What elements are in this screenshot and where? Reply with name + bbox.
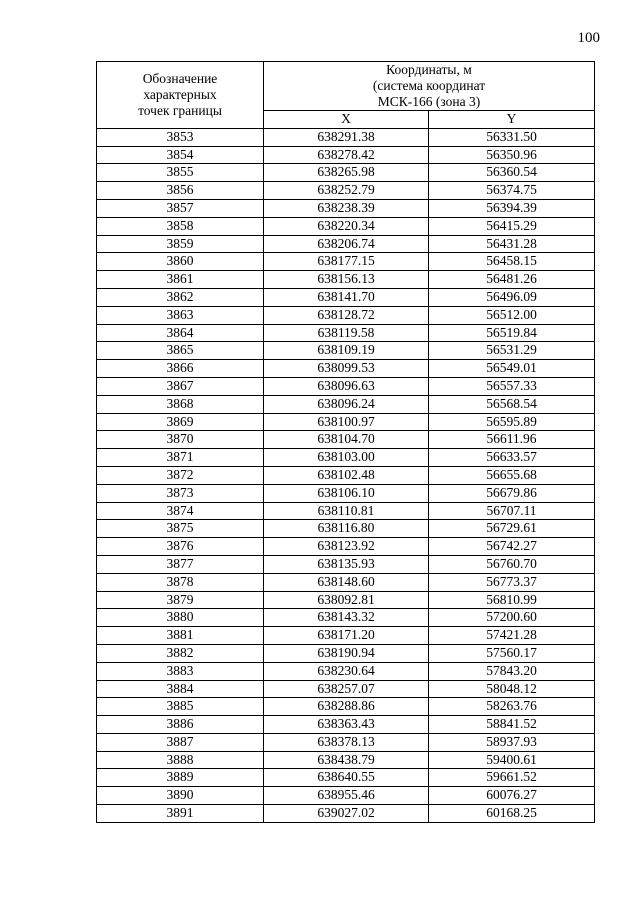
table-row [97,449,595,467]
table-row [97,733,595,751]
point-id-cell: 3889 [97,769,264,787]
table-row [97,680,595,698]
header-coords-line: Координаты, м [386,62,472,77]
point-id-cell: 3874 [97,502,264,520]
y-cell: 56496.09 [429,288,595,306]
y-cell: 56549.01 [429,360,595,378]
x-cell: 638141.70 [264,288,429,306]
point-id-cell: 3877 [97,555,264,573]
y-cell: 60168.25 [429,805,595,823]
x-cell: 638156.13 [264,271,429,289]
x-cell: 638288.86 [264,698,429,716]
point-id-cell: 3881 [97,627,264,645]
table-row [97,805,595,823]
point-id-cell: 3888 [97,751,264,769]
x-cell: 638177.15 [264,253,429,271]
point-id-cell: 3880 [97,609,264,627]
point-id-cell: 3875 [97,520,264,538]
table-row [97,644,595,662]
table-row [97,342,595,360]
table-row [97,377,595,395]
point-id-cell: 3860 [97,253,264,271]
y-cell: 56360.54 [429,164,595,182]
table-row [97,431,595,449]
point-id-cell: 3861 [97,271,264,289]
table-row [97,484,595,502]
table-row [97,235,595,253]
point-id-cell: 3862 [97,288,264,306]
y-column-header: Y [429,111,595,129]
y-cell: 60076.27 [429,787,595,805]
x-cell: 638252.79 [264,182,429,200]
table-row [97,199,595,217]
table-row [97,520,595,538]
point-id-cell: 3882 [97,644,264,662]
x-cell: 638109.19 [264,342,429,360]
y-cell: 56331.50 [429,128,595,146]
y-cell: 56760.70 [429,555,595,573]
y-cell: 56568.54 [429,395,595,413]
table-row [97,164,595,182]
page-number: 100 [577,30,600,46]
table-row [97,324,595,342]
table-header-row [97,62,595,111]
y-cell: 56707.11 [429,502,595,520]
table-row [97,306,595,324]
table-row [97,395,595,413]
x-cell: 638190.94 [264,644,429,662]
header-label-line: точек границы [138,102,222,118]
y-cell: 56742.27 [429,538,595,556]
x-cell: 638171.20 [264,627,429,645]
table-row [97,217,595,235]
table-row [97,751,595,769]
y-cell: 56557.33 [429,377,595,395]
x-cell: 638265.98 [264,164,429,182]
table-row [97,182,595,200]
y-cell: 56512.00 [429,306,595,324]
table-row [97,609,595,627]
y-cell: 56458.15 [429,253,595,271]
y-cell: 56611.96 [429,431,595,449]
table-row [97,787,595,805]
table-row [97,662,595,680]
x-cell: 638128.72 [264,306,429,324]
x-cell: 638100.97 [264,413,429,431]
point-id-cell: 3872 [97,466,264,484]
table-row [97,413,595,431]
point-id-cell: 3869 [97,413,264,431]
point-id-cell: 3891 [97,805,264,823]
y-cell: 56531.29 [429,342,595,360]
y-cell: 56729.61 [429,520,595,538]
point-id-cell: 3870 [97,431,264,449]
point-id-cell: 3853 [97,128,264,146]
point-id-cell: 3859 [97,235,264,253]
header-label-line: характерных [143,86,217,102]
x-cell: 638096.24 [264,395,429,413]
y-cell: 56633.57 [429,449,595,467]
point-id-cell: 3868 [97,395,264,413]
y-cell: 57560.17 [429,644,595,662]
table-row [97,466,595,484]
point-id-cell: 3855 [97,164,264,182]
y-cell: 56394.39 [429,199,595,217]
y-cell: 59400.61 [429,751,595,769]
table-row [97,288,595,306]
x-cell: 638143.32 [264,609,429,627]
point-id-cell: 3873 [97,484,264,502]
table-row [97,253,595,271]
x-cell: 638363.43 [264,716,429,734]
table-row [97,538,595,556]
y-cell: 56655.68 [429,466,595,484]
x-cell: 638096.63 [264,377,429,395]
y-cell: 56481.26 [429,271,595,289]
y-cell: 56773.37 [429,573,595,591]
table-row [97,502,595,520]
y-cell: 56350.96 [429,146,595,164]
y-cell: 56415.29 [429,217,595,235]
point-id-cell: 3890 [97,787,264,805]
table-row [97,360,595,378]
y-cell: 56431.28 [429,235,595,253]
x-cell: 638230.64 [264,662,429,680]
coordinates-header [264,62,595,111]
table-row [97,591,595,609]
y-cell: 56595.89 [429,413,595,431]
x-cell: 638103.00 [264,449,429,467]
y-cell: 58048.12 [429,680,595,698]
point-id-cell: 3884 [97,680,264,698]
point-id-cell: 3885 [97,698,264,716]
y-cell: 56810.99 [429,591,595,609]
y-cell: 56519.84 [429,324,595,342]
header-coords-line: (система координат [372,78,486,93]
x-cell: 638291.38 [264,128,429,146]
y-cell: 58841.52 [429,716,595,734]
point-id-cell: 3856 [97,182,264,200]
point-id-cell: 3864 [97,324,264,342]
table-row [97,698,595,716]
header-label-line: Обозначение [142,70,218,86]
point-id-cell: 3854 [97,146,264,164]
x-cell: 638206.74 [264,235,429,253]
x-cell: 638438.79 [264,751,429,769]
header-coords-line: МСК-166 (зона 3) [377,94,481,109]
table-row [97,146,595,164]
y-cell: 57200.60 [429,609,595,627]
point-id-cell: 3865 [97,342,264,360]
x-cell: 638116.80 [264,520,429,538]
table-row [97,769,595,787]
point-id-cell: 3858 [97,217,264,235]
x-cell: 638099.53 [264,360,429,378]
point-id-cell: 3878 [97,573,264,591]
x-cell: 638110.81 [264,502,429,520]
point-id-cell: 3876 [97,538,264,556]
point-id-cell: 3863 [97,306,264,324]
table-body [97,128,595,822]
x-cell: 638378.13 [264,733,429,751]
table-row [97,716,595,734]
x-cell: 638238.39 [264,199,429,217]
table-row [97,128,595,146]
table-row [97,555,595,573]
y-cell: 58937.93 [429,733,595,751]
x-cell: 638092.81 [264,591,429,609]
y-cell: 57843.20 [429,662,595,680]
table-row [97,573,595,591]
x-cell: 638278.42 [264,146,429,164]
y-cell: 57421.28 [429,627,595,645]
y-cell: 56679.86 [429,484,595,502]
x-cell: 638123.92 [264,538,429,556]
y-cell: 59661.52 [429,769,595,787]
point-id-cell: 3867 [97,377,264,395]
point-id-cell: 3886 [97,716,264,734]
point-label-header [97,62,264,129]
point-id-cell: 3883 [97,662,264,680]
x-cell: 638106.10 [264,484,429,502]
x-cell: 638955.46 [264,787,429,805]
point-id-cell: 3866 [97,360,264,378]
x-cell: 638102.48 [264,466,429,484]
x-column-header: X [264,111,429,129]
x-cell: 639027.02 [264,805,429,823]
x-cell: 638640.55 [264,769,429,787]
point-id-cell: 3879 [97,591,264,609]
x-cell: 638119.58 [264,324,429,342]
y-cell: 58263.76 [429,698,595,716]
table-row [97,271,595,289]
point-id-cell: 3871 [97,449,264,467]
x-cell: 638257.07 [264,680,429,698]
y-cell: 56374.75 [429,182,595,200]
x-cell: 638135.93 [264,555,429,573]
x-cell: 638220.34 [264,217,429,235]
x-cell: 638104.70 [264,431,429,449]
point-id-cell: 3857 [97,199,264,217]
x-cell: 638148.60 [264,573,429,591]
table-row [97,627,595,645]
point-id-cell: 3887 [97,733,264,751]
coordinates-table [96,61,595,823]
